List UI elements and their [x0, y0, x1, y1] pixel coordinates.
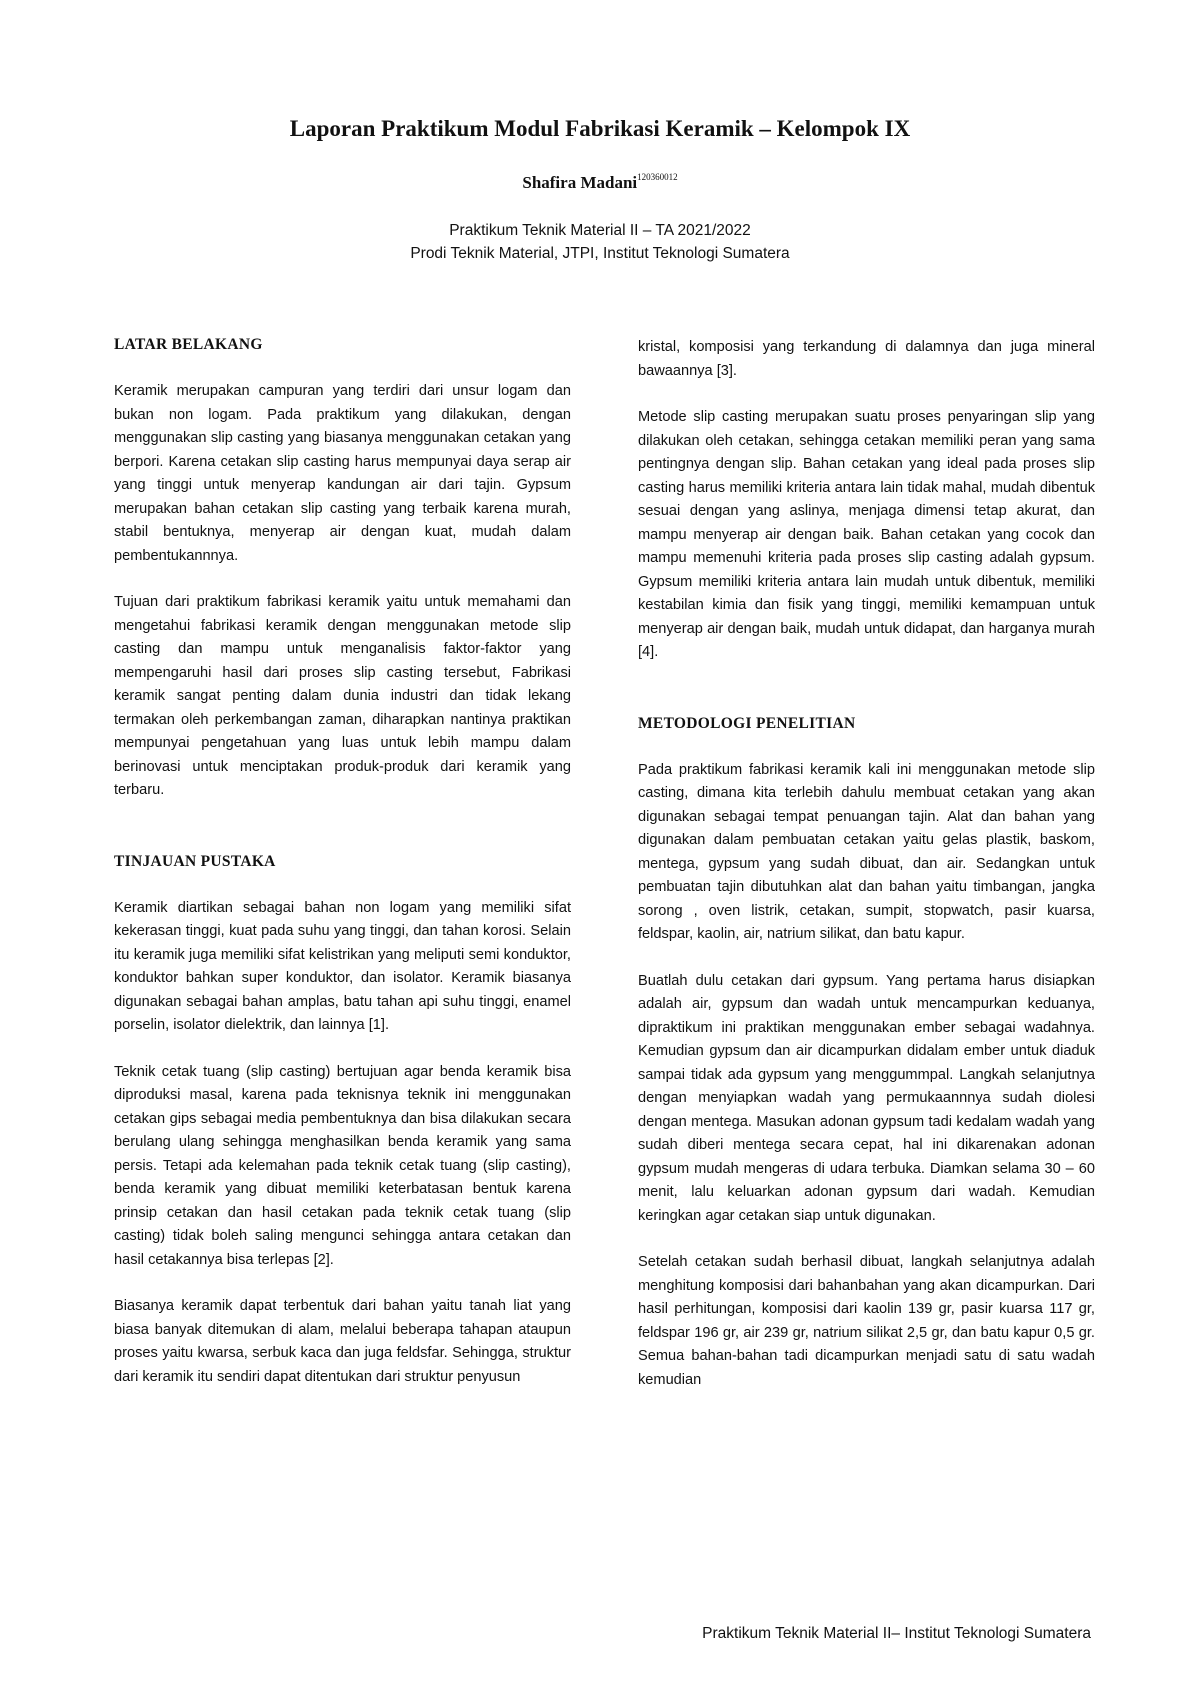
author-line: [0, 172, 1200, 193]
left-column: [114, 333, 571, 1412]
heading-latar-belakang: LATAR BELAKANG: [114, 336, 263, 353]
paragraph: Tujuan dari praktikum fabrikasi keramik yaitu untuk memahami dan mengetahui fabrikasi keramik dengan menggunakan metode slip casting dan mampu untuk menganalisis faktor-faktor yang mempengaruhi hasil dari proses slip casting tersebut, Fabrikasi keramik sangat penting dalam dunia industri dan tidak lekang termakan oleh perkembangan zaman, diharapkan nantinya praktikan mempunyai pengetahuan yang luas untuk lebih mampu dalam berinovasi untuk menciptakan produk-produk dari keramik yang terbaru.: [114, 594, 571, 798]
page-footer: Praktikum Teknik Material II– Institut Teknologi Sumatera: [702, 1625, 1091, 1642]
paragraph: Keramik merupakan campuran yang terdiri dari unsur logam dan bukan non logam. Pada praktikum yang dilakukan, dengan menggunakan slip casting yang biasanya menggunakan cetakan yang berpori. Karena cetakan slip casting harus mempunyai daya serap air yang tinggi untuk menyerap kandungan air dari tajin. Gypsum merupakan bahan cetakan slip casting yang terbaik karena murah, stabil bentuknya, menyerap air dengan kuat, mudah dalam pembentukannnya.: [114, 383, 571, 564]
paragraph: Biasanya keramik dapat terbentuk dari bahan yaitu tanah liat yang biasa banyak ditemukan di alam, melalui beberapa tahapan ataupun proses yaitu kwarsa, serbuk kaca dan juga feldsfar. Sehingga, struktur dari keramik itu sendiri dapat ditentukan dari struktur penyusun: [114, 1298, 571, 1385]
paragraph: kristal, komposisi yang terkandung di dalamnya dan juga mineral bawaannya [3].: [638, 339, 1095, 379]
document-title: Laporan Praktikum Modul Fabrikasi Keramik – Kelompok IX: [289, 116, 911, 141]
paragraph: Metode slip casting merupakan suatu proses penyaringan slip yang dilakukan oleh cetakan, sehingga cetakan memiliki peran yang sama pentingnya dengan slip. Bahan cetakan yang ideal pada proses slip casting harus memiliki kriteria antara lain tidak mahal, mudah dibentuk sesuai dengan yang aslinya, menjaga dimensi tetap akurat, dan mampu menyerap air dengan baik. Bahan cetakan yang cocok dan mampu memenuhi kriteria pada proses slip casting adalah gypsum. Gypsum memiliki kriteria antara lain mudah untuk dibentuk, memiliki kestabilan kimia dan fisik yang tinggi, memiliki kemampuan untuk menyerap air dengan baik, mudah untuk didapat, dan harganya murah [4].: [638, 409, 1095, 660]
affiliation-institution: Prodi Teknik Material, JTPI, Institut Teknologi Sumatera: [410, 245, 790, 262]
paragraph: Pada praktikum fabrikasi keramik kali ini menggunakan metode slip casting, dimana kita terlebih dahulu membuat cetakan yang akan digunakan sebagai tempat penuangan tajin. Alat dan bahan yang digunakan dalam pembuatan cetakan yaitu gelas plastik, baskom, mentega, gypsum yang sudah dibuat, dan air. Sedangkan untuk pembuatan tajin dibutuhkan alat dan bahan yaitu timbangan, jangka sorong , oven listrik, cetakan, sumpit, stopwatch, pasir kuarsa, feldspar, kaolin, air, natrium silikat, dan batu kapur.: [638, 761, 1095, 942]
author-name: Shafira Madani: [522, 173, 638, 192]
heading-tinjauan-pustaka: TINJAUAN PUSTAKA: [114, 852, 276, 870]
affiliation-block: [0, 219, 1200, 265]
paragraph: Teknik cetak tuang (slip casting) bertujuan agar benda keramik bisa diproduksi masal, karena pada teknisnya teknik ini menggunakan cetakan gips sebagai media pembentuknya dan bisa dilakukan secara berulang ulang sehingga menghasilkan benda keramik yang sama persis. Tetapi ada kelemahan pada teknik cetak tuang (slip casting), benda keramik yang dibuat memiliki keterbatasan bentuk karena prinsip cetakan dan hasil cetakan pada teknik cetak tuang (slip casting) tidak boleh saling mengunci sehingga antara cetakan dan hasil cetakannya bisa terlepas [2].: [114, 1063, 571, 1268]
paragraph: Keramik diartikan sebagai bahan non logam yang memiliki sifat kekerasan tinggi, kuat pada suhu yang tinggi, dan tahan korosi. Selain itu keramik juga memiliki sifat kelistrikan yang meliputi semi konduktor, konduktor bahkan super konduktor, dan isolator. Keramik biasanya digunakan sebagai bahan amplas, batu tahan api suhu tinggi, enamel porselin, isolator dielektrik, dan lainnya [1].: [114, 899, 571, 1033]
affiliation-course: Praktikum Teknik Material II – TA 2021/2022: [449, 222, 751, 239]
author-id: 120360012: [637, 172, 678, 182]
right-column: [638, 336, 1095, 1415]
heading-metodologi-penelitian: METODOLOGI PENELITIAN: [638, 714, 856, 732]
paragraph: Setelah cetakan sudah berhasil dibuat, langkah selanjutnya adalah menghitung komposisi dari bahanbahan yang akan dicampurkan. Dari hasil perhitungan, komposisi dari kaolin 139 gr, pasir kuarsa 117 gr, feldspar 196 gr, air 239 gr, natrium silikat 2,5 gr, dan batu kapur 0,5 gr. Semua bahan-bahan tadi dicampurkan menjadi satu di satu wadah kemudian: [638, 1254, 1095, 1388]
paragraph: Buatlah dulu cetakan dari gypsum. Yang pertama harus disiapkan adalah air, gypsum dan wadah untuk mencampurkan keduanya, dipraktikum ini praktikan menggunakan ember sebagai wadahnya. Kemudian gypsum dan air dicampurkan didalam ember untuk diaduk sampai tidak ada gypsum yang menggummpal. Langkah selanjutnya dengan menyiapkan wadah yang permukaannnya sudah diolesi dengan mentega. Masukan adonan gypsum tadi kedalam wadah yang sudah diberi mentega secara cepat, hal ini dikarenakan adonan gypsum mudah mengeras di udara terbuka. Diamkan selama 30 – 60 menit, lalu keluarkan adonan gypsum dari wadah. Kemudian keringkan agar cetakan siap untuk digunakan.: [638, 972, 1095, 1224]
